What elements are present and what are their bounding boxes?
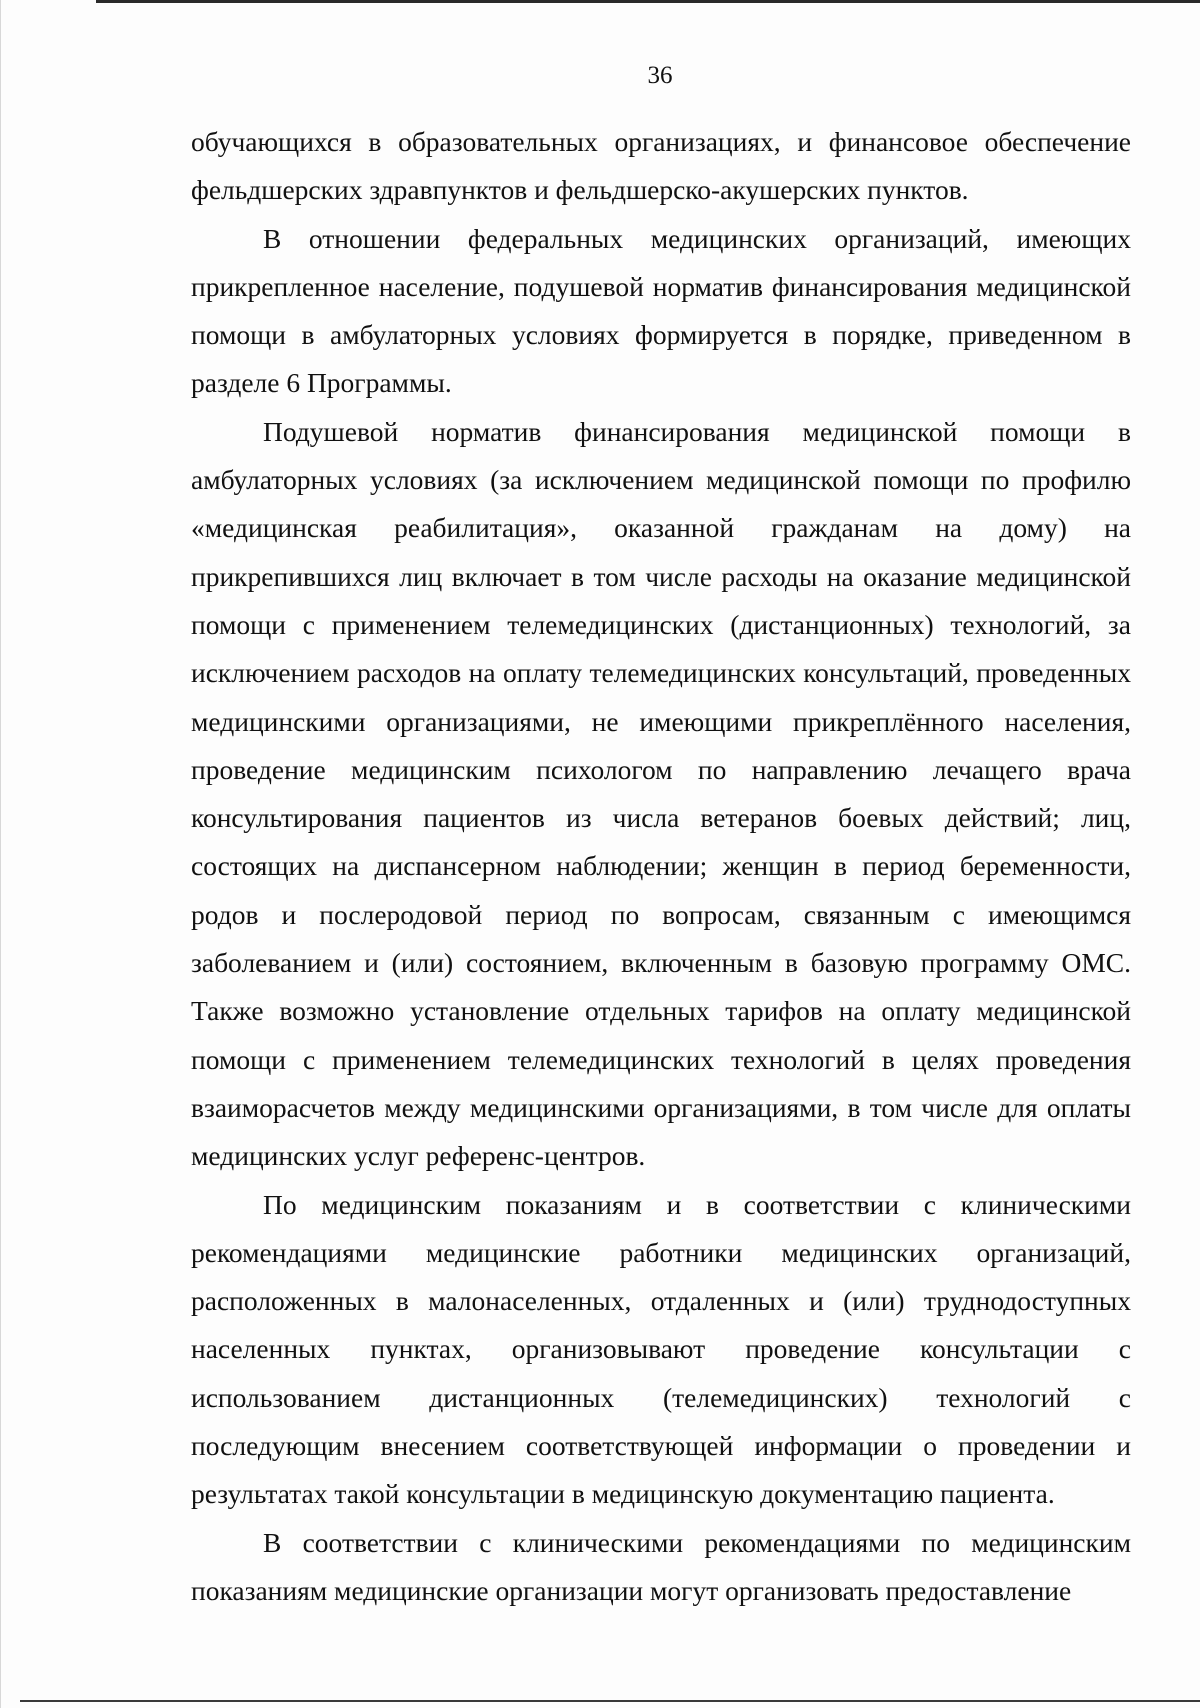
paragraph-per-capita-norm: Подушевой норматив финансирования медицинской помощи в амбулаторных условиях (за исключением медицинской помощи по профилю «медицинская реабилитация», оказанной гражданам на дому) на прикрепившихся лиц включает в том числе расходы на оказание медицинской помощи с применением телемедицинских (дистанционных) технологий, за исключением расходов на оплату телемедицинских консультаций, проведенных медицинскими организациями, не имеющими прикреплённого населения, проведение медицинским психологом по направлению лечащего врача консультирования пациентов из числа ветеранов боевых действий; лиц, состоящих на диспансерном наблюдении; женщин в период беременности, родов и послеродовой период по вопросам, связанным с имеющимся заболеванием и (или) состоянием, включенным в базовую программу ОМС. Также возможно установление отдельных тарифов на оплату медицинской помощи с применением телемедицинских технологий в целях проведения взаиморасчетов между медицинскими организациями, в том числе для оплаты медицинских услуг референс-центров. [191,415,1131,1172]
paragraph-continuation: обучающихся в образовательных организациях, и финансовое обеспечение фельдшерских здравпунктов и фельдшерско-акушерских пунктов. [191,126,1131,206]
paragraph-clinical-recommendations: В соответствии с клиническими рекомендациями по медицинским показаниям медицинские организации могут организовать предоставление [191,1526,1131,1606]
document-body [191,118,1131,1615]
paragraph-remote-consultations: По медицинским показаниям и в соответствии с клиническими рекомендациями медицинские работники медицинских организаций, расположенных в малонаселенных, отдаленных и (или) труднодоступных населенных пунктах, организовывают проведение консультации с использованием дистанционных (телемедицинских) технологий с последующим внесением соответствующей информации о проведении и результатах такой консультации в медицинскую документацию пациента. [191,1188,1131,1510]
scan-edge-top [96,0,1200,3]
scan-edge-left [0,0,1,1708]
scan-edge-bottom [20,1700,1200,1702]
paragraph-federal-organizations: В отношении федеральных медицинских организаций, имеющих прикрепленное население, подушевой норматив финансирования медицинской помощи в амбулаторных условиях формируется в порядке, приведенном в разделе 6 Программы. [191,222,1131,399]
page-number: 36 [647,62,673,89]
